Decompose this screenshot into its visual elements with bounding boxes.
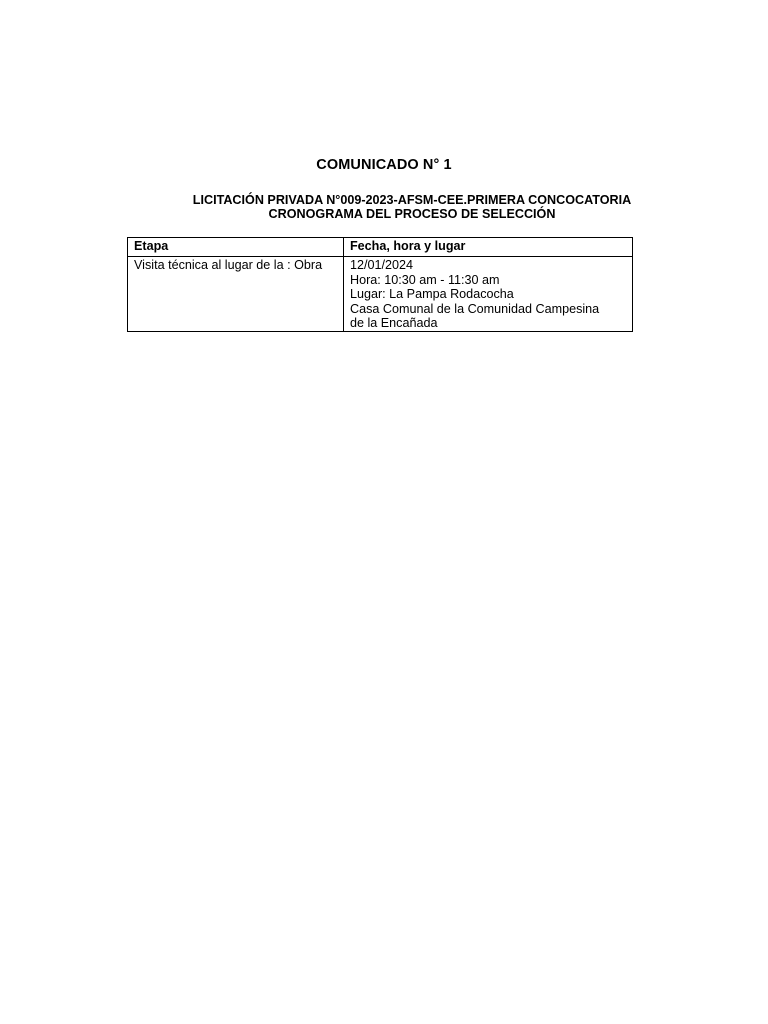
table-row xyxy=(128,257,633,332)
fecha-date: 12/01/2024 xyxy=(349,258,413,272)
header-fecha-hora-lugar: Fecha, hora y lugar xyxy=(343,238,632,257)
etapa-cell: Visita técnica al lugar de la : Obra xyxy=(128,257,344,332)
table-header-row xyxy=(128,238,633,257)
document-subtitle-line2: CRONOGRAMA DEL PROCESO DE SELECCIÓN xyxy=(268,207,556,221)
header-etapa: Etapa xyxy=(128,238,344,257)
schedule-table xyxy=(127,237,633,332)
document-subtitle-line1: LICITACIÓN PRIVADA N°009-2023-AFSM-CEE.PRIMERA CONCOCATORIA xyxy=(192,193,632,207)
document-title: COMUNICADO N° 1 xyxy=(316,157,452,173)
fecha-lugar: Lugar: La Pampa Rodacocha xyxy=(349,287,514,301)
fecha-hora: Hora: 10:30 am - 11:30 am xyxy=(349,272,500,287)
fecha-lugar-detalle-2: de la Encañada xyxy=(349,316,438,330)
fecha-cell xyxy=(343,257,632,332)
fecha-lugar-detalle-1: Casa Comunal de la Comunidad Campesina xyxy=(349,301,600,316)
